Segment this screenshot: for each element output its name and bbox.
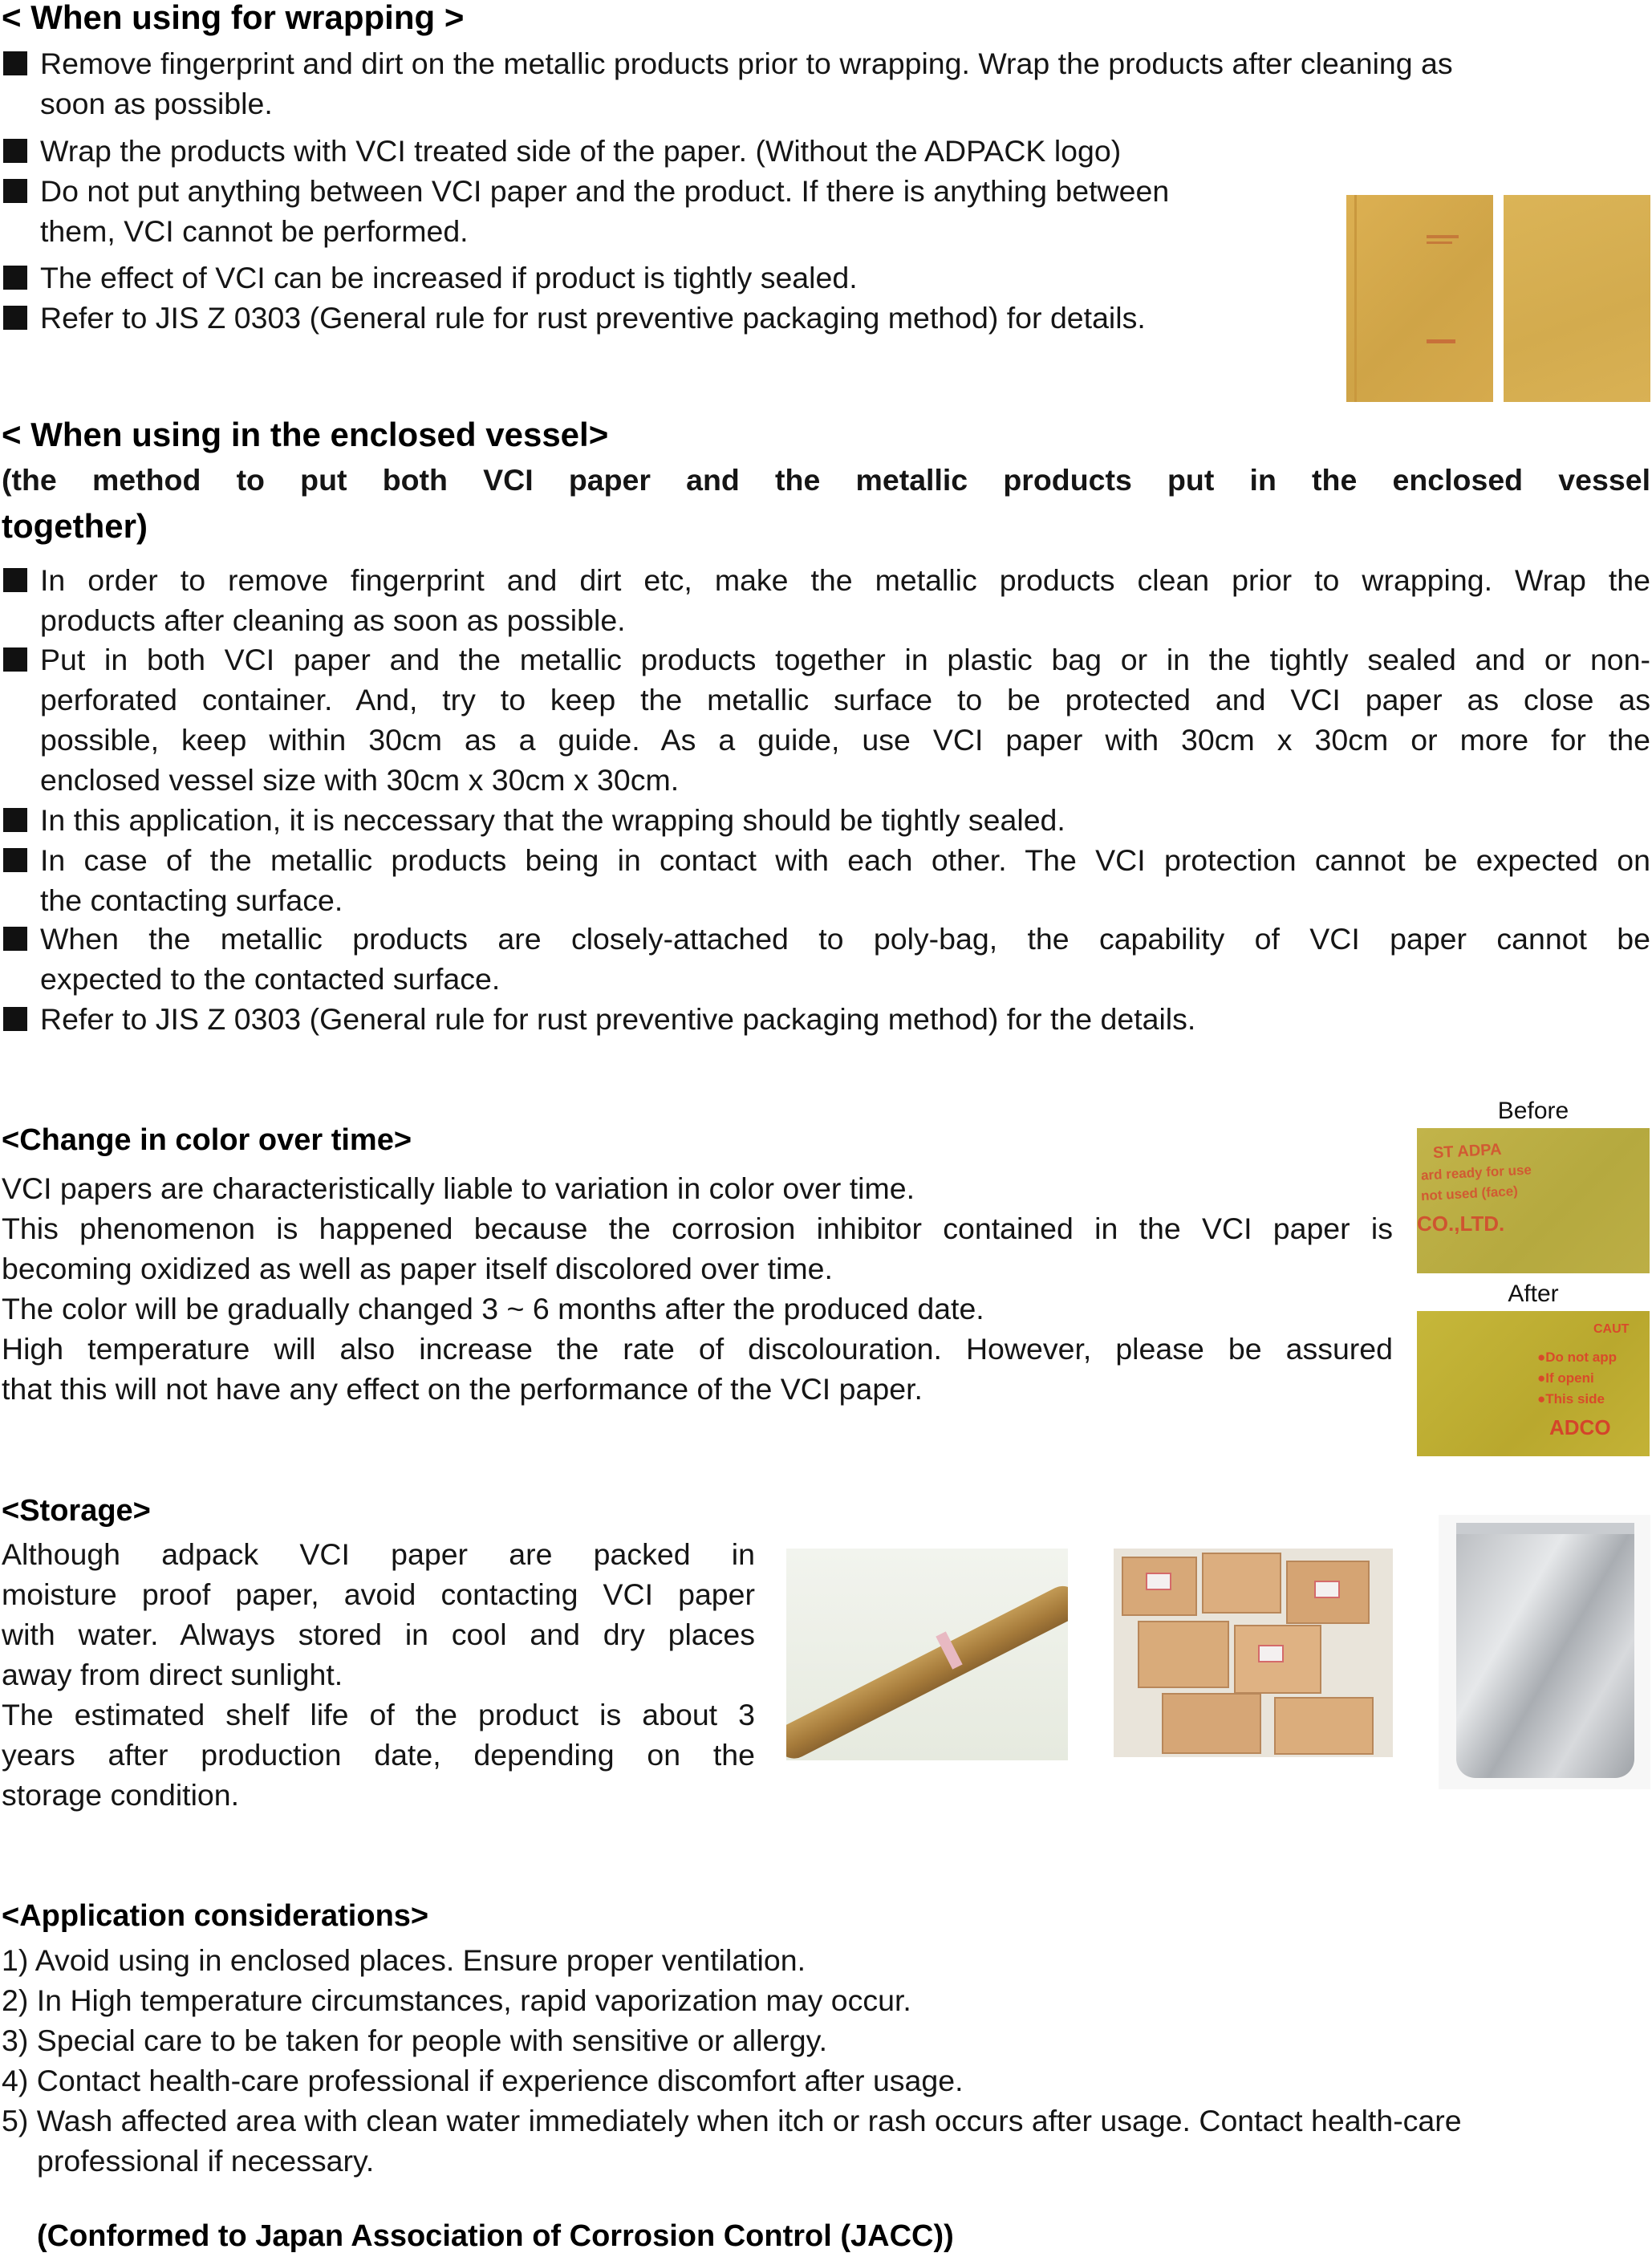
wrapping-bullet-1-line-1: Remove fingerprint and dirt on the metallic products prior to wrapping. Wrap the products after cleaning as bbox=[40, 47, 1453, 80]
before-print-text: ST ADPA bbox=[1432, 1140, 1503, 1163]
vessel-bullet-1-line-1: In order to remove fingerprint and dirt etc, make the metallic products clean prior to wrapping. Wrap the bbox=[40, 563, 1650, 597]
after-color-sample-photo bbox=[1417, 1311, 1650, 1456]
storage-line-4: away from direct sunlight. bbox=[2, 1658, 343, 1691]
bullet-square-icon bbox=[3, 306, 27, 330]
vessel-bullet-3: In this application, it is neccessary that the wrapping should be tightly sealed. bbox=[40, 803, 1065, 837]
bullet-square-icon bbox=[3, 808, 27, 832]
after-print-text: ●If openi bbox=[1537, 1370, 1594, 1386]
bullet-square-icon bbox=[3, 647, 27, 672]
application-item-3: 3) Special care to be taken for people with sensitive or allergy. bbox=[2, 2024, 828, 2057]
bullet-square-icon bbox=[3, 139, 27, 163]
vessel-bullet-2-line-2: perforated container. And, try to keep the metallic surface to be protected and VCI paper as close as bbox=[40, 683, 1650, 716]
vessel-bullet-4-line-1: In case of the metallic products being in contact with each other. The VCI protection cannot be expected on bbox=[40, 843, 1650, 877]
after-print-text: ADCO bbox=[1549, 1415, 1611, 1439]
after-print-text: ●Do not app bbox=[1537, 1350, 1617, 1365]
wrapping-bullet-5: Refer to JIS Z 0303 (General rule for rust preventive packaging method) for details. bbox=[40, 301, 1146, 335]
storage-line-5: The estimated shelf life of the product is about 3 bbox=[2, 1698, 755, 1731]
storage-line-3: with water. Always stored in cool and dry places bbox=[2, 1618, 755, 1651]
bullet-square-icon bbox=[3, 568, 27, 592]
rolled-vci-paper-photo bbox=[786, 1549, 1068, 1760]
application-item-5-line-2: professional if necessary. bbox=[37, 2144, 375, 2178]
bullet-square-icon bbox=[3, 848, 27, 872]
storage-line-2: moisture proof paper, avoid contacting VCI paper bbox=[2, 1577, 755, 1611]
wrapping-bullet-4: The effect of VCI can be increased if product is tightly sealed. bbox=[40, 261, 858, 294]
after-print-text: CAUT bbox=[1593, 1322, 1630, 1336]
color-heading: <Change in color over time> bbox=[2, 1123, 412, 1157]
vessel-bullet-5-line-2: expected to the contacted surface. bbox=[40, 962, 501, 996]
color-line-2: This phenomenon is happened because the corrosion inhibitor contained in the VCI paper is bbox=[2, 1212, 1393, 1245]
before-print-text: not used (face) bbox=[1420, 1183, 1519, 1204]
color-line-4: The color will be gradually changed 3 ~ 6 months after the produced date. bbox=[2, 1292, 984, 1325]
application-item-1: 1) Avoid using in enclosed places. Ensure proper ventilation. bbox=[2, 1943, 806, 1977]
moisture-proof-bag-photo bbox=[1439, 1515, 1650, 1789]
before-print-text: ard ready for use bbox=[1420, 1162, 1532, 1183]
wrapping-bullet-3-line-2: them, VCI cannot be performed. bbox=[40, 214, 469, 248]
bullet-square-icon bbox=[3, 266, 27, 290]
before-color-sample-photo bbox=[1417, 1128, 1650, 1273]
after-print-text: ●This side bbox=[1537, 1391, 1605, 1407]
color-line-5: High temperature will also increase the rate of discolouration. However, please be assured bbox=[2, 1332, 1393, 1366]
storage-line-7: storage condition. bbox=[2, 1778, 240, 1812]
application-item-5-line-1: 5) Wash affected area with clean water immediately when itch or rash occurs after usage. Contact health-care bbox=[2, 2104, 1462, 2137]
jacc-conformance-footer: (Conformed to Japan Association of Corrosion Control (JACC)) bbox=[37, 2219, 954, 2253]
storage-heading: <Storage> bbox=[2, 1494, 151, 1528]
vessel-bullet-2-line-4: enclosed vessel size with 30cm x 30cm x 30cm. bbox=[40, 763, 680, 797]
vessel-bullet-2-line-3: possible, keep within 30cm as a guide. As a guide, use VCI paper with 30cm x 30cm or more for the bbox=[40, 723, 1650, 757]
bullet-square-icon bbox=[3, 179, 27, 203]
color-line-3: becoming oxidized as well as paper itself discolored over time. bbox=[2, 1252, 833, 1285]
color-line-1: VCI papers are characteristically liable to variation in color over time. bbox=[2, 1171, 915, 1205]
vessel-subheading-line-2: together) bbox=[2, 507, 148, 545]
vessel-heading: < When using in the enclosed vessel> bbox=[2, 416, 609, 453]
bullet-square-icon bbox=[3, 51, 27, 75]
bullet-square-icon bbox=[3, 927, 27, 951]
wrapping-bullet-2: Wrap the products with VCI treated side of the paper. (Without the ADPACK logo) bbox=[40, 134, 1122, 168]
wrapping-heading: < When using for wrapping > bbox=[2, 0, 465, 36]
vessel-bullet-4-line-2: the contacting surface. bbox=[40, 883, 343, 917]
vessel-bullet-1-line-2: products after cleaning as soon as possible. bbox=[40, 603, 626, 637]
vci-paper-printed-side-photo bbox=[1346, 195, 1493, 402]
vci-paper-treated-side-photo bbox=[1504, 195, 1650, 402]
after-label: After bbox=[1508, 1281, 1559, 1307]
vessel-bullet-6: Refer to JIS Z 0303 (General rule for rust preventive packaging method) for the details. bbox=[40, 1002, 1196, 1036]
bullet-square-icon bbox=[3, 1007, 27, 1031]
vessel-bullet-5-line-1: When the metallic products are closely-attached to poly-bag, the capability of VCI paper cannot be bbox=[40, 922, 1650, 956]
before-label: Before bbox=[1497, 1098, 1569, 1124]
storage-line-6: years after production date, depending on the bbox=[2, 1738, 755, 1772]
wrapping-bullet-3-line-1: Do not put anything between VCI paper and the product. If there is anything between bbox=[40, 174, 1170, 208]
storage-line-1: Although adpack VCI paper are packed in bbox=[2, 1537, 755, 1571]
color-line-6: that this will not have any effect on the performance of the VCI paper. bbox=[2, 1372, 923, 1406]
application-heading: <Application considerations> bbox=[2, 1899, 429, 1933]
before-print-text: CO.,LTD. bbox=[1417, 1212, 1505, 1236]
application-item-4: 4) Contact health-care professional if experience discomfort after usage. bbox=[2, 2064, 964, 2097]
vessel-bullet-2-line-1: Put in both VCI paper and the metallic products together in plastic bag or in the tightly sealed and or non- bbox=[40, 643, 1650, 676]
application-item-2: 2) In High temperature circumstances, rapid vaporization may occur. bbox=[2, 1983, 911, 2017]
wrapping-bullet-1-line-2: soon as possible. bbox=[40, 87, 273, 120]
vessel-subheading-line-1: (the method to put both VCI paper and the metallic products put in the enclosed vessel bbox=[2, 463, 1650, 497]
packed-boxes-photo bbox=[1114, 1549, 1393, 1757]
